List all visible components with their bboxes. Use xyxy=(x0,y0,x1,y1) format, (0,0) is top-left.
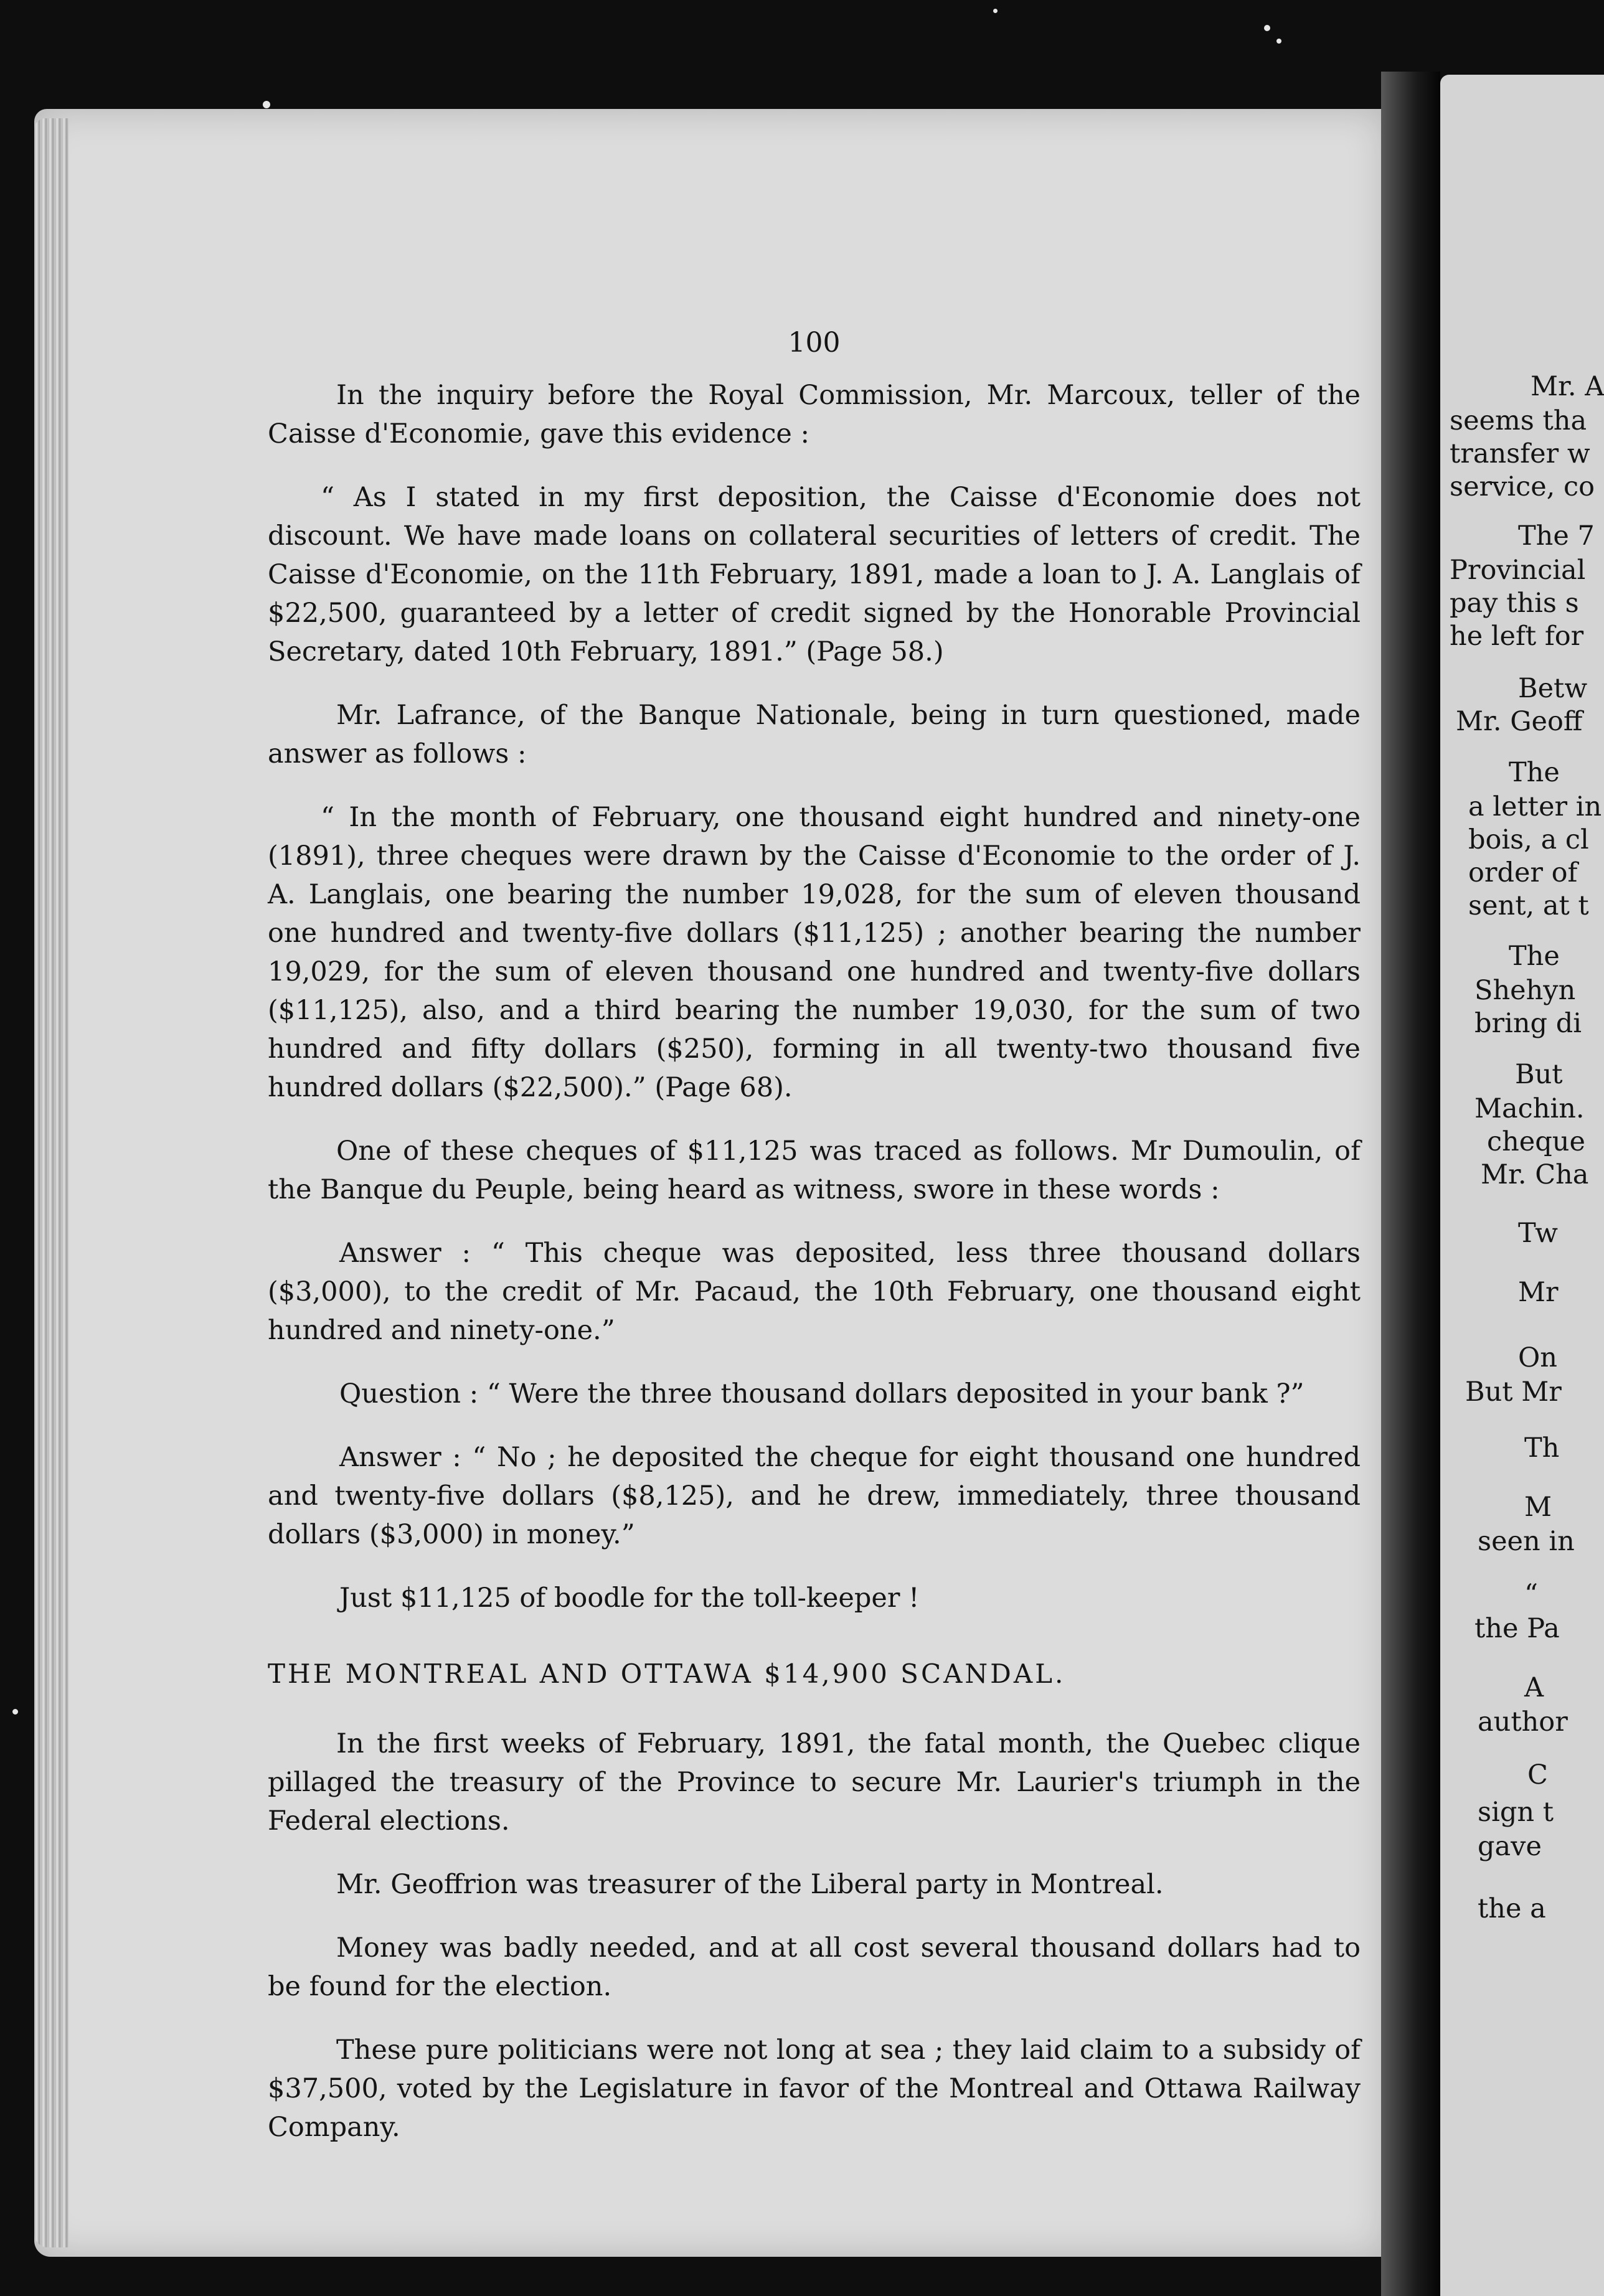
paragraph: Money was badly needed, and at all cost several thousand dollars had to be found for the election. xyxy=(268,1932,1361,2002)
facing-line: Betw xyxy=(1518,673,1588,704)
background-speck xyxy=(993,9,998,13)
paragraph: One of these cheques of $11,125 was traced as follows. Mr Dumoulin, of the Banque du Peuple, being heard as witness, swore in these words : xyxy=(268,1136,1361,1205)
facing-line: The 7 xyxy=(1518,520,1595,552)
facing-line: gave xyxy=(1478,1831,1542,1862)
facing-line: transfer w xyxy=(1450,438,1590,469)
paragraph: In the inquiry before the Royal Commission, Mr. Marcoux, teller of the Caisse d'Economie, gave this evidence : xyxy=(268,380,1361,449)
facing-line: But xyxy=(1515,1059,1563,1090)
facing-line: pay this s xyxy=(1450,588,1579,619)
facing-line: author xyxy=(1478,1706,1568,1738)
answer-paragraph: Answer : “ No ; he deposited the cheque for eight thousand one hundred and twenty-five dollars ($8,125), and he drew, immediately, three thousand dollars ($3,000) in money.” xyxy=(268,1442,1361,1550)
closing-remark: Just $11,125 of boodle for the toll-keeper ! xyxy=(339,1583,920,1614)
answer-paragraph: Answer : “ This cheque was deposited, less three thousand dollars ($3,000), to the credit of Mr. Pacaud, the 10th February, one thousand eight hundred and ninety-one.” xyxy=(268,1238,1361,1346)
facing-page xyxy=(1440,75,1604,2296)
facing-line: “ xyxy=(1524,1579,1538,1610)
facing-line: Machin. xyxy=(1474,1093,1585,1124)
facing-line: Mr. Geoff xyxy=(1456,706,1583,737)
facing-line: the Pa xyxy=(1474,1613,1560,1644)
page-content xyxy=(268,324,1361,2171)
facing-line: seen in xyxy=(1478,1526,1575,1557)
facing-line: A xyxy=(1524,1672,1544,1703)
facing-line: sign t xyxy=(1478,1797,1554,1828)
facing-line: order of xyxy=(1468,857,1578,888)
section-heading: THE MONTREAL AND OTTAWA $14,900 SCANDAL. xyxy=(268,1658,1066,1689)
facing-line: The xyxy=(1509,757,1560,788)
facing-line: Mr. A xyxy=(1531,371,1604,402)
facing-line: the a xyxy=(1478,1893,1546,1924)
facing-line: Mr xyxy=(1518,1277,1559,1308)
facing-line: service, co xyxy=(1450,471,1595,502)
background-speck xyxy=(1276,39,1281,44)
facing-line: On xyxy=(1518,1342,1557,1373)
question-paragraph: Question : “ Were the three thousand dollars deposited in your bank ?” xyxy=(339,1378,1304,1409)
facing-line: Th xyxy=(1524,1433,1560,1464)
background-speck xyxy=(263,101,270,108)
background-speck xyxy=(12,1709,18,1715)
facing-line: M xyxy=(1524,1492,1552,1523)
book-gutter xyxy=(1381,72,1440,2296)
facing-line: The xyxy=(1509,941,1560,972)
paragraph: Mr. Lafrance, of the Banque Nationale, being in turn questioned, made answer as follows : xyxy=(268,700,1361,769)
paragraph: In the first weeks of February, 1891, the fatal month, the Quebec clique pillaged the treasury of the Province to secure Mr. Laurier's triumph in the Federal elections. xyxy=(268,1728,1361,1837)
page-number: 100 xyxy=(788,327,841,359)
background-speck xyxy=(1264,25,1270,31)
facing-line: bring di xyxy=(1474,1008,1582,1039)
facing-line: seems tha xyxy=(1450,405,1587,436)
facing-line: Provincial xyxy=(1450,555,1586,586)
facing-line: But Mr xyxy=(1465,1376,1562,1408)
facing-line: Tw xyxy=(1518,1218,1558,1249)
facing-line: Mr. Cha xyxy=(1481,1159,1589,1190)
facing-line: he left for xyxy=(1450,621,1584,652)
facing-line: Shehyn xyxy=(1474,975,1576,1006)
page-stack-edge xyxy=(34,118,68,2247)
facing-line: sent, at t xyxy=(1468,890,1589,921)
paragraph: These pure politicians were not long at sea ; they laid claim to a subsidy of $37,500, voted by the Legislature in favor of the Montreal and Ottawa Railway Company. xyxy=(268,2035,1361,2143)
facing-line: C xyxy=(1527,1759,1548,1790)
facing-line: a letter in xyxy=(1468,791,1602,822)
quote-paragraph: “ In the month of February, one thousand eight hundred and ninety-one (1891), three cheques were drawn by the Caisse d'Economie to the order of J. A. Langlais, one bearing the number 19,028, for the sum of eleven thousand one hundred and twenty-five dollars ($11,125) ; another bearing the number 19,029, for the sum of eleven thousand one hundred and twenty-five dollars ($11,125), also, and a third bearing the number 19,030, for the sum of two hundred and fifty dollars ($250), forming in all twenty-two thousand five hundred dollars ($22,500).” (Page 68). xyxy=(268,802,1361,1103)
facing-line: bois, a cl xyxy=(1468,824,1589,855)
paragraph: Mr. Geoffrion was treasurer of the Liberal party in Montreal. xyxy=(336,1869,1164,1900)
facing-line: cheque xyxy=(1487,1126,1585,1157)
quote-paragraph: “ As I stated in my first deposition, the Caisse d'Economie does not discount. We have made loans on collateral securities of letters of credit. The Caisse d'Economie, on the 11th February, 1891, made a loan to J. A. Langlais of $22,500, guaranteed by a letter of credit signed by the Honorable Provincial Secretary, dated 10th February, 1891.” (Page 58.) xyxy=(268,482,1361,667)
